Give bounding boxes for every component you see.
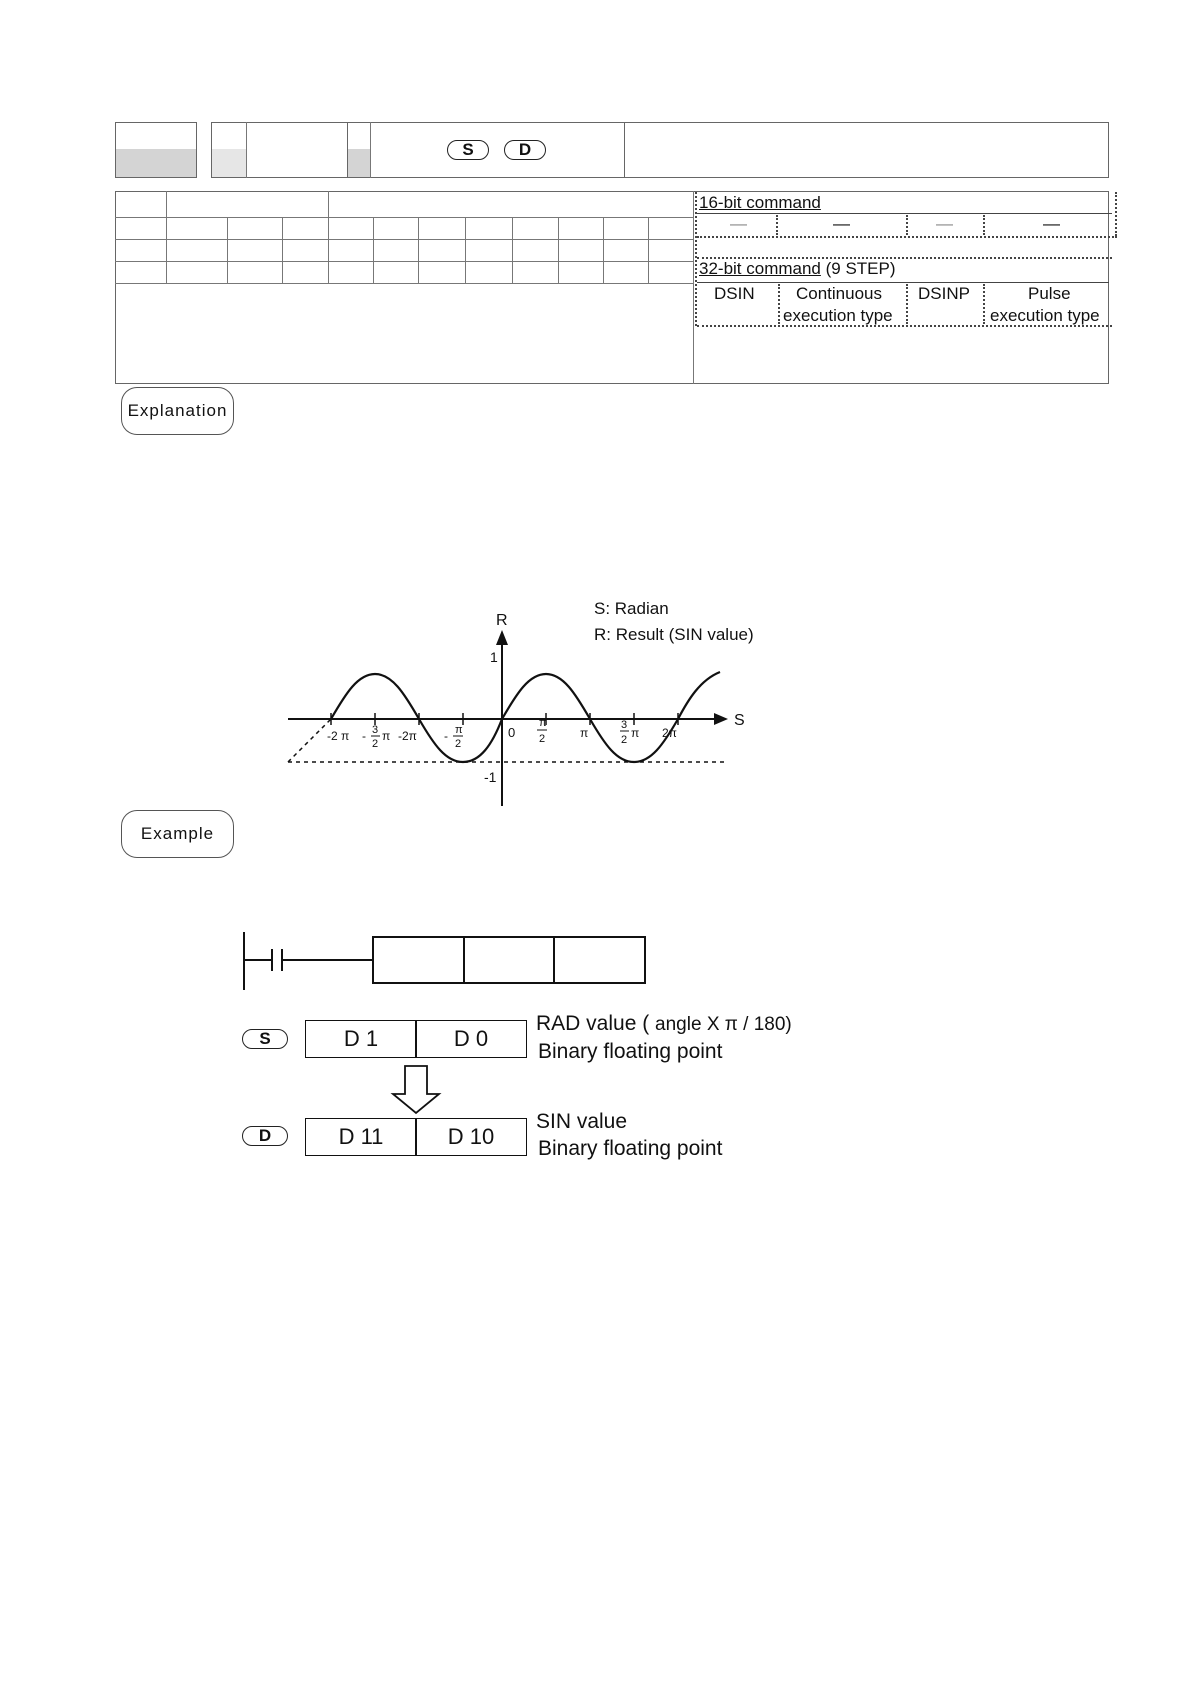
down-arrow [393, 1066, 439, 1113]
axis-s-label: S [734, 712, 745, 729]
label-zero: 0 [508, 725, 516, 740]
bit32-label-text: 32-bit command [699, 259, 821, 278]
operand-d-pill: D [504, 140, 546, 160]
bit16-cell-4: — [1043, 214, 1060, 233]
bit16-cell-1: — [730, 214, 747, 233]
axis-r-label: R [496, 612, 508, 629]
tick-32-pi: π [631, 726, 640, 740]
tick-negpi2-num: π [455, 724, 463, 736]
bit32-step: (9 STEP) [825, 259, 896, 278]
dsinp-name: DSINP [918, 284, 970, 303]
src-desc-1 [536, 1012, 792, 1036]
src-desc-2: Binary floating point [538, 1040, 723, 1063]
legend-r: R: Result (SIN value) [594, 625, 754, 644]
dst-register-hi: D 11 [305, 1118, 417, 1156]
src-desc-1b: angle X π / 180) [655, 1014, 792, 1035]
tick-negpi2-den: 2 [455, 738, 462, 750]
tick-neg2pi-b: -2π [398, 729, 417, 743]
dst-register-lo: D 10 [415, 1118, 527, 1156]
tick-pi2-den: 2 [539, 733, 546, 745]
tick-neg32-minus: - [362, 729, 366, 743]
operand-s-pill: S [447, 140, 489, 160]
cont-type-line1: Continuous [796, 284, 883, 303]
tick-32-den: 2 [621, 734, 628, 746]
dst-desc-1: SIN value [536, 1110, 628, 1133]
tick-neg32-den: 2 [372, 738, 379, 750]
tick-pi: π [580, 726, 589, 740]
label-one: 1 [490, 649, 498, 665]
tick-32-num: 3 [621, 719, 628, 731]
bit16-cell-3: — [936, 214, 953, 233]
instruction-box-1 [373, 937, 464, 983]
dsin-name: DSIN [714, 284, 755, 303]
instruction-box-2 [464, 937, 554, 983]
instruction-box-3 [554, 937, 645, 983]
bit16-label: 16-bit command [699, 193, 821, 212]
pulse-type-line1: Pulse [1028, 284, 1071, 303]
src-operand-tag: S [242, 1029, 288, 1049]
tick-pi2-num: π [539, 717, 547, 729]
bit16-cell-2: — [833, 214, 850, 233]
tick-neg32-pi: π [382, 729, 391, 743]
cont-type-line2: execution type [783, 306, 893, 325]
dst-operand-tag: D [242, 1126, 288, 1146]
tick-negpi2-minus: - [444, 729, 448, 743]
src-register-hi: D 1 [305, 1020, 417, 1058]
tick-neg2pi: -2 π [327, 729, 350, 743]
dst-desc-2: Binary floating point [538, 1137, 723, 1160]
legend-s: S: Radian [594, 599, 669, 618]
tick-2pi: 2π [662, 726, 677, 740]
example-tag: Example [121, 810, 234, 858]
tick-neg32-num: 3 [372, 724, 379, 736]
src-register-lo: D 0 [415, 1020, 527, 1058]
explanation-tag: Explanation [121, 387, 234, 435]
src-desc-1a: RAD value ( [536, 1012, 656, 1035]
label-neg-one: -1 [484, 769, 497, 785]
pulse-type-line2: execution type [990, 306, 1100, 325]
